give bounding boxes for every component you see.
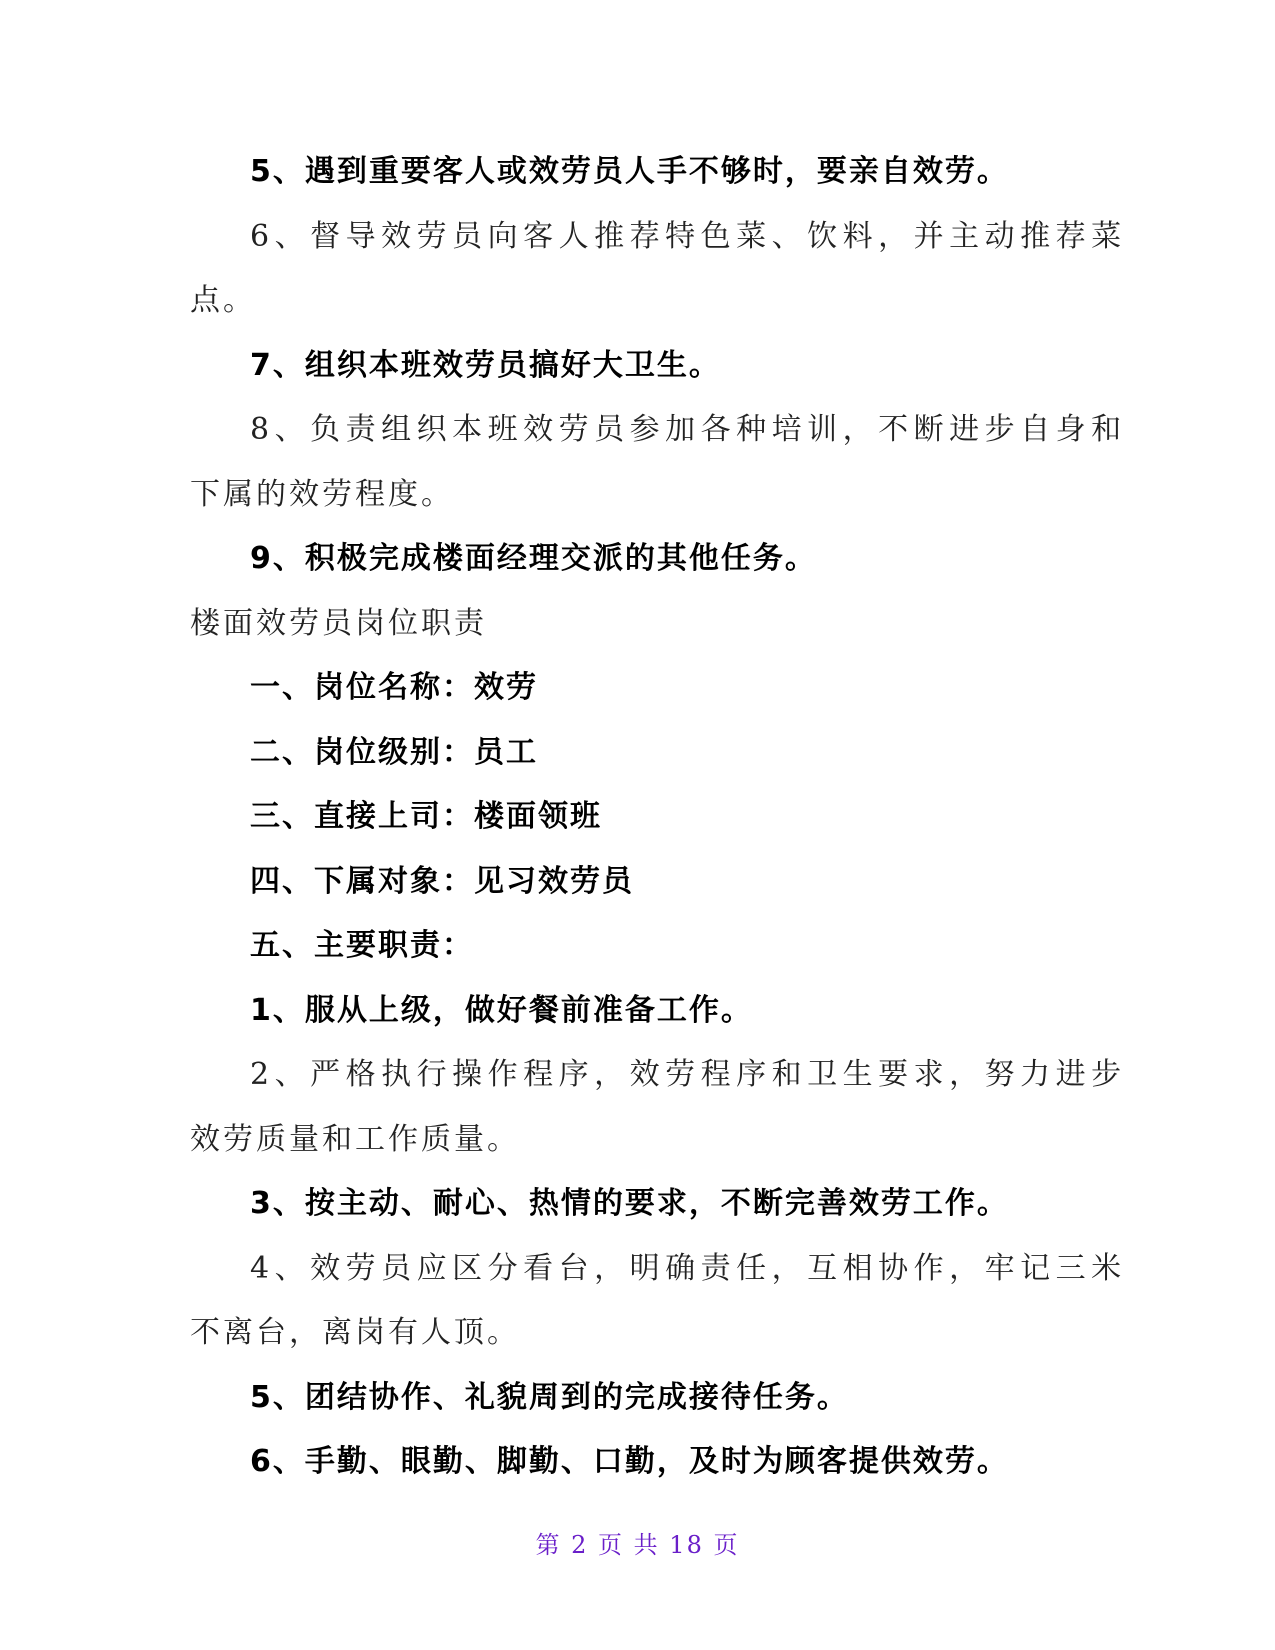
text-line: 6、手勤、眼勤、脚勤、口勤，及时为顾客提供效劳。 <box>250 1444 1009 1479</box>
text-line: 8、负责组织本班效劳员参加各种培训，不断进步自身和 <box>250 412 1127 447</box>
text-line: 6、督导效劳员向客人推荐特色菜、饮料，并主动推荐菜 <box>250 218 1127 254</box>
text-line: 4、效劳员应区分看台，明确责任，互相协作，牢记三米 <box>250 1250 1127 1286</box>
text-line: 一、岗位名称：效劳 <box>250 670 538 705</box>
page-number-footer: 第 2 页 共 18 页 <box>535 1531 740 1559</box>
text-line: 三、直接上司：楼面领班 <box>250 799 602 834</box>
text-line: 不离台，离岗有人顶。 <box>190 1315 520 1350</box>
text-line: 四、下属对象：见习效劳员 <box>250 863 634 899</box>
text-line: 五、主要职责： <box>250 928 474 963</box>
text-line: 1、服从上级，做好餐前准备工作。 <box>250 992 753 1028</box>
text-line: 下属的效劳程度。 <box>190 476 454 512</box>
text-line: 5、团结协作、礼貌周到的完成接待任务。 <box>250 1379 849 1415</box>
text-line: 点。 <box>190 283 256 318</box>
text-line: 3、按主动、耐心、热情的要求，不断完善效劳工作。 <box>250 1186 1009 1221</box>
document-body <box>190 140 1127 1495</box>
text-line: 2、严格执行操作程序，效劳程序和卫生要求，努力进步 <box>250 1057 1127 1092</box>
text-line: 二、岗位级别：员工 <box>250 734 538 770</box>
text-line: 5、遇到重要客人或效劳员人手不够时，要亲自效劳。 <box>250 154 1009 189</box>
section-heading: 楼面效劳员岗位职责 <box>190 605 487 641</box>
text-line: 7、组织本班效劳员搞好大卫生。 <box>250 347 721 383</box>
text-line: 9、积极完成楼面经理交派的其他任务。 <box>250 541 817 576</box>
text-line: 效劳质量和工作质量。 <box>190 1121 520 1157</box>
